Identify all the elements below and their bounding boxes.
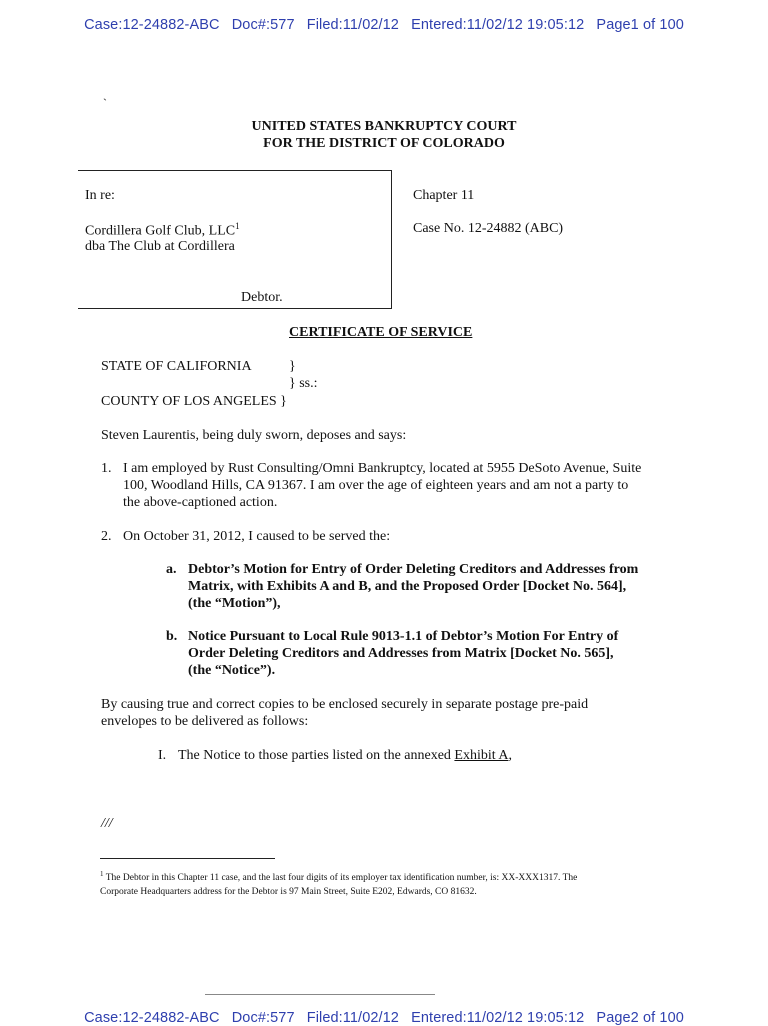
page-divider	[205, 994, 435, 995]
item-a-line2: Matrix, with Exhibits A and B, and the Proposed Order [Docket No. 564],	[188, 579, 627, 594]
item-b-label: b.	[166, 629, 178, 644]
item-b-line1: Notice Pursuant to Local Rule 9013-1.1 of Debtor’s Motion For Entry of	[188, 629, 619, 644]
para2-number: 2.	[101, 529, 112, 544]
para1-line2: 100, Woodland Hills, CA 91367. I am over the age of eighteen years and am not a party to	[123, 478, 629, 493]
para1-line3: the above-captioned action.	[123, 495, 278, 510]
venue-brace: }	[289, 359, 296, 374]
footnote-divider	[100, 858, 275, 859]
continuation-mark: ///	[101, 816, 113, 831]
stamp-case: Case:12-24882-ABC	[84, 17, 220, 33]
para1-number: 1.	[101, 461, 112, 476]
exhibit-a-reference: Exhibit A	[454, 748, 509, 763]
case-number: Case No. 12-24882 (ABC)	[413, 221, 564, 236]
debtor-name: Cordillera Golf Club, LLC$^1$	[85, 221, 240, 239]
service-line1: By causing true and correct copies to be enclosed securely in separate postage pre-paid	[101, 697, 589, 712]
para2-text: On October 31, 2012, I caused to be served the:	[123, 529, 391, 544]
court-district: FOR THE DISTRICT OF COLORADO	[263, 136, 505, 151]
item-a-line1: Debtor’s Motion for Entry of Order Deleting Creditors and Addresses from	[188, 562, 639, 577]
court-name: UNITED STATES BANKRUPTCY COURT	[251, 119, 517, 134]
roman-i-text: The Notice to those parties listed on the annexed Exhibit A,	[178, 748, 512, 763]
debtor-label: Debtor.	[241, 290, 283, 305]
stamp-entered: Entered:11/02/12 19:05:12	[411, 17, 585, 33]
stray-mark: `	[103, 96, 107, 110]
venue-ss: } ss.:	[289, 376, 318, 391]
item-b-line3: (the “Notice”).	[188, 663, 276, 678]
footnote-ref: 1	[235, 221, 240, 231]
chapter: Chapter 11	[413, 188, 475, 203]
footnote-line2: Corporate Headquarters address for the Debtor is 97 Main Street, Suite E202, Edwards, CO 81632.	[100, 887, 477, 898]
stamp-doc: Doc#:577	[231, 1010, 295, 1026]
footnote-line1: $^1$ The Debtor in this Chapter 11 case, and the last four digits of its employer tax identification number, is: XX-XXX1317. The	[100, 870, 578, 884]
affiant-statement: Steven Laurentis, being duly sworn, deposes and says:	[101, 428, 407, 443]
stamp-filed: Filed:11/02/12	[306, 17, 399, 33]
venue-county: COUNTY OF LOS ANGELES }	[101, 394, 287, 409]
stamp-doc: Doc#:577	[231, 17, 295, 33]
roman-i-label: I.	[158, 748, 167, 763]
stamp-case: Case:12-24882-ABC	[84, 1010, 220, 1026]
filing-stamp-header	[0, 17, 768, 33]
footnote	[100, 867, 680, 899]
document-title: CERTIFICATE OF SERVICE	[289, 325, 473, 340]
item-b-line2: Order Deleting Creditors and Addresses from Matrix [Docket No. 565],	[188, 646, 614, 661]
footnote-marker: 1	[100, 870, 104, 878]
venue-state: STATE OF CALIFORNIA	[101, 359, 252, 374]
in-re-label: In re:	[85, 188, 115, 203]
stamp-entered: Entered:11/02/12 19:05:12	[411, 1010, 585, 1026]
service-line2: envelopes to be delivered as follows:	[101, 714, 309, 729]
debtor-dba: dba The Club at Cordillera	[85, 239, 235, 254]
stamp-page: Page2 of 100	[596, 1010, 684, 1026]
item-a-label: a.	[166, 562, 177, 577]
para1-line1: I am employed by Rust Consulting/Omni Bankruptcy, located at 5955 DeSoto Avenue, Suite	[123, 461, 642, 476]
stamp-page: Page1 of 100	[596, 17, 684, 33]
item-a-line3: (the “Motion”),	[188, 596, 281, 611]
stamp-filed: Filed:11/02/12	[306, 1010, 399, 1026]
